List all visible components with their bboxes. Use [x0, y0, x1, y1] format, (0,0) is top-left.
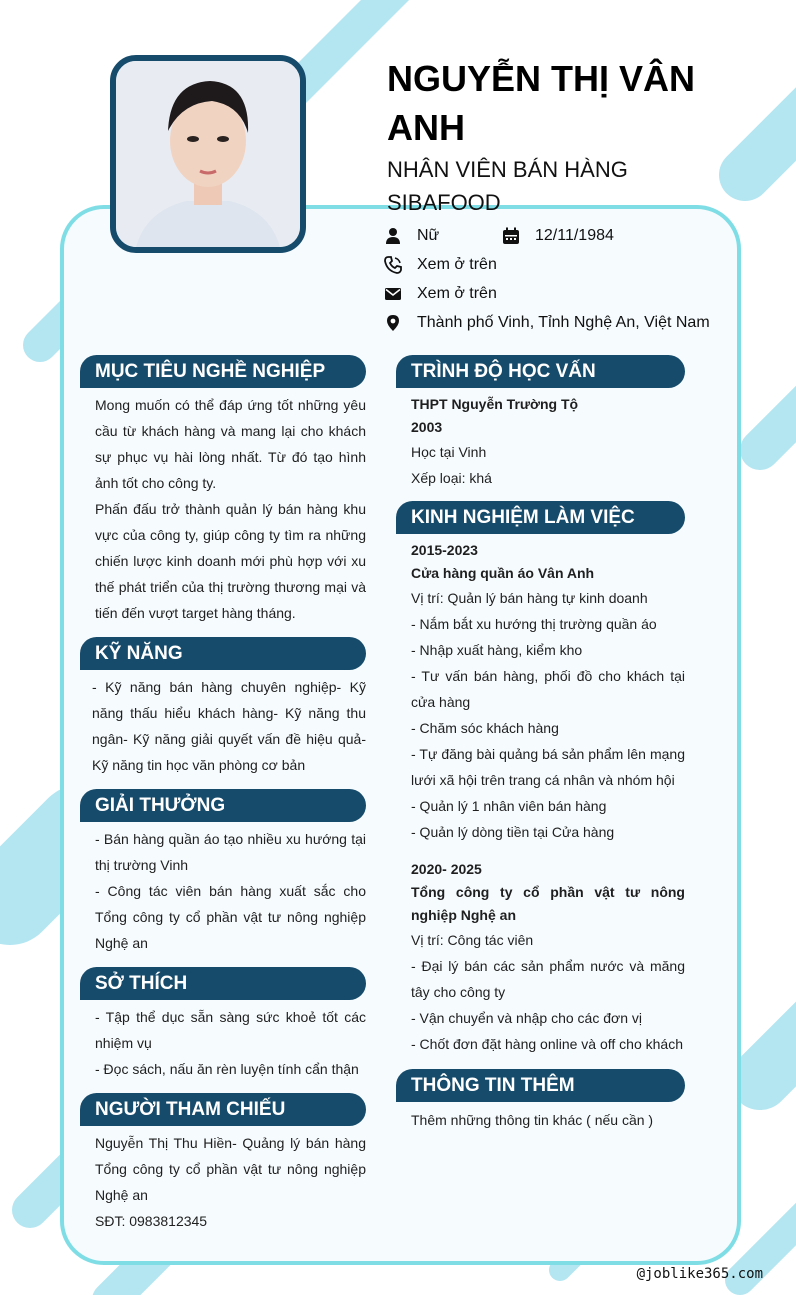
objective-section — [80, 355, 366, 626]
location-icon — [384, 314, 402, 332]
email-icon — [384, 285, 402, 303]
job-line: - Nhập xuất hàng, kiểm kho — [411, 642, 583, 658]
hobby-item: - Tập thể dục sẵn sàng sức khoẻ tốt các nhiệm vụ — [95, 1009, 366, 1051]
experience-section — [396, 501, 685, 1057]
experience-job — [411, 858, 685, 1057]
objective-title: MỤC TIÊU NGHỀ NGHIỆP — [80, 355, 366, 388]
job-line: - Chốt đơn đặt hàng online và off cho khách — [411, 1036, 683, 1052]
hobbies-body — [80, 1000, 366, 1082]
gender-value: Nữ — [417, 227, 440, 244]
award-item: - Bán hàng quần áo tạo nhiều xu hướng tại thị trường Vinh — [95, 831, 366, 873]
user-icon — [384, 227, 402, 245]
footer-handle: @joblike365.com — [636, 1266, 763, 1282]
candidate-name: NGUYỄN THỊ VÂN ANH — [387, 58, 696, 148]
experience-title: KINH NGHIỆM LÀM VIỆC — [396, 501, 685, 534]
education-location: Học tại Vinh — [411, 444, 487, 460]
portrait-image — [116, 61, 300, 247]
references-body — [80, 1126, 366, 1234]
job-line: - Vận chuyển và nhập cho các đơn vị — [411, 1010, 642, 1026]
avatar — [110, 55, 306, 253]
education-grade: Xếp loại: khá — [411, 470, 492, 486]
education-section — [396, 355, 685, 491]
awards-title: GIẢI THƯỞNG — [80, 789, 366, 822]
education-year: 2003 — [411, 419, 443, 435]
skills-body — [80, 670, 366, 778]
extra-info-section — [396, 1069, 685, 1133]
awards-section — [80, 789, 366, 956]
references-title: NGƯỜI THAM CHIẾU — [80, 1093, 366, 1126]
job-line: - Chăm sóc khách hàng — [411, 720, 559, 736]
objective-paragraph: Mong muốn có thể đáp ứng tốt những yêu cầu từ khách hàng và mang lại cho khách sự phục vụ hài lòng nhất. Từ đó tạo hình ảnh tốt cho công ty. — [95, 397, 366, 491]
reference-line: Nguyễn Thị Thu Hiền- Quảng lý bán hàng Tổng công ty cổ phần vật tư nông nghiệp Nghệ an — [95, 1135, 366, 1203]
experience-body — [396, 534, 685, 1057]
hobbies-section — [80, 967, 366, 1082]
job-company: Tổng công ty cổ phần vật tư nông nghiệp Nghệ an — [411, 884, 685, 923]
hobbies-title: SỞ THÍCH — [80, 967, 366, 1000]
education-title: TRÌNH ĐỘ HỌC VẤN — [396, 355, 685, 388]
job-line: - Tư vấn bán hàng, phối đồ cho khách tại cửa hàng — [411, 668, 685, 710]
job-company: Cửa hàng quần áo Vân Anh — [411, 565, 595, 581]
job-title: NHÂN VIÊN BÁN HÀNG SIBAFOOD — [387, 157, 628, 215]
job-line: - Nắm bắt xu hướng thị trường quần áo — [411, 616, 657, 632]
job-line: - Quản lý dòng tiền tại Cửa hàng — [411, 824, 615, 840]
job-line: - Quản lý 1 nhân viên bán hàng — [411, 798, 607, 814]
awards-body — [80, 822, 366, 956]
references-section — [80, 1093, 366, 1234]
job-line: Vị trí: Công tác viên — [411, 932, 534, 948]
phone-icon — [384, 256, 402, 274]
education-school: THPT Nguyễn Trường Tộ — [411, 396, 579, 412]
job-line: - Đại lý bán các sản phẩm nước và măng tây cho công ty — [411, 958, 685, 1000]
calendar-icon — [502, 227, 520, 245]
award-item: - Công tác viên bán hàng xuất sắc cho Tổng công ty cổ phần vật tư nông nghiệp Nghệ an — [95, 883, 366, 951]
extra-info-body — [396, 1102, 685, 1133]
objective-body — [80, 388, 366, 626]
job-line: Vị trí: Quản lý bán hàng tự kinh doanh — [411, 590, 648, 606]
skills-title: KỸ NĂNG — [80, 637, 366, 670]
skills-section — [80, 637, 366, 778]
education-body — [396, 388, 685, 491]
birthday-value: 12/11/1984 — [535, 227, 614, 244]
address-value: Thành phố Vinh, Tỉnh Nghệ An, Việt Nam — [417, 314, 710, 331]
phone-value: Xem ở trên — [417, 256, 497, 273]
skills-text: - Kỹ năng bán hàng chuyên nghiệp- Kỹ năng thấu hiểu khách hàng- Kỹ năng thu ngân- Kỹ năng giải quyết vấn đề hiệu quả- Kỹ năng tin học văn phòng cơ bản — [92, 679, 366, 773]
extra-info-text: Thêm những thông tin khác ( nếu cần ) — [411, 1112, 654, 1128]
extra-info-title: THÔNG TIN THÊM — [396, 1069, 685, 1102]
hobby-item: - Đọc sách, nấu ăn rèn luyện tính cẩn thận — [95, 1061, 359, 1077]
job-period: 2015-2023 — [411, 542, 478, 558]
objective-paragraph: Phấn đấu trở thành quản lý bán hàng khu vực của công ty, giúp công ty tìm ra những chiến lược kinh doanh mới phù hợp với xu thế phát triển của thị trường thương mại và tiến đến vượt target hàng tháng. — [95, 501, 366, 621]
job-line: - Tự đăng bài quảng bá sản phẩm lên mạng lưới xã hội trên trang cá nhân và nhóm hội — [411, 746, 685, 788]
job-period: 2020- 2025 — [411, 861, 482, 877]
email-value: Xem ở trên — [417, 285, 497, 302]
reference-line: SĐT: 0983812345 — [95, 1213, 208, 1229]
experience-job — [411, 539, 685, 845]
